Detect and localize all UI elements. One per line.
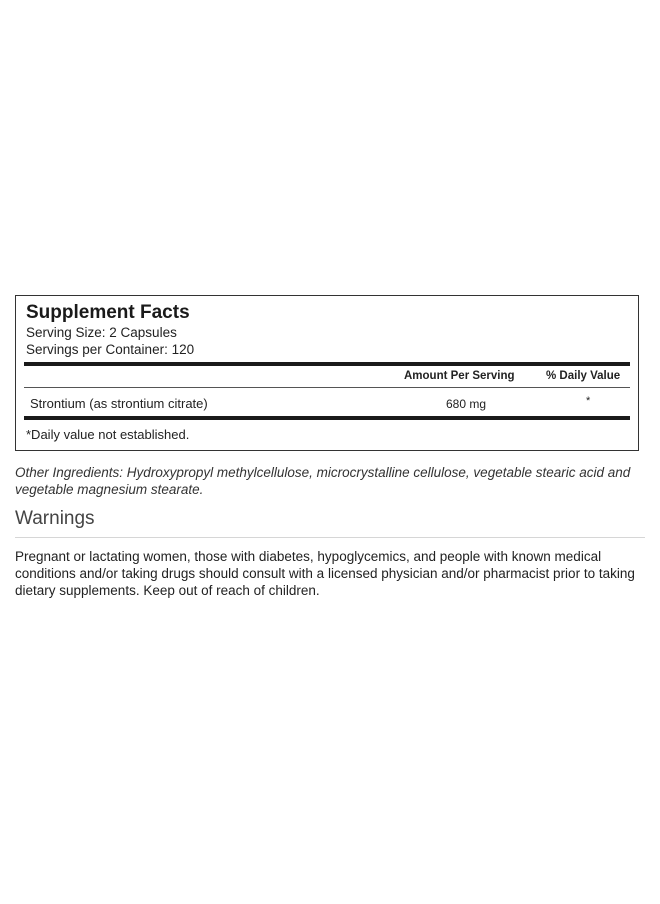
- daily-value-header: % Daily Value: [546, 370, 621, 382]
- ingredient-name: Strontium (as strontium citrate): [30, 396, 208, 411]
- supplement-facts-title: Supplement Facts: [26, 302, 190, 323]
- amount-per-serving-header: Amount Per Serving: [404, 370, 515, 382]
- other-ingredients: Other Ingredients: Hydroxypropyl methylcellulose, microcrystalline cellulose, vegetable stearic acid and vegetable magnesium stearate.: [15, 465, 631, 497]
- supplement-facts-panel: [15, 295, 639, 451]
- warnings-text: Pregnant or lactating women, those with diabetes, hypoglycemics, and people with known medical conditions and/or taking drugs should consult with a licensed physician and/or pharmacist prior to taking dietary supplements. Keep out of reach of children.: [15, 549, 635, 598]
- daily-value-footnote: *Daily value not established.: [26, 427, 190, 442]
- ingredient-daily-value: *: [586, 395, 591, 407]
- serving-size: Serving Size: 2 Capsules: [26, 325, 177, 340]
- ingredient-amount: 680 mg: [446, 397, 487, 411]
- thick-divider-bottom: [24, 416, 630, 420]
- servings-per-container: Servings per Container: 120: [26, 342, 195, 357]
- thick-divider-top: [24, 362, 630, 366]
- warnings-divider: [15, 537, 645, 538]
- warnings-heading: Warnings: [15, 508, 95, 529]
- thin-divider: [24, 387, 630, 388]
